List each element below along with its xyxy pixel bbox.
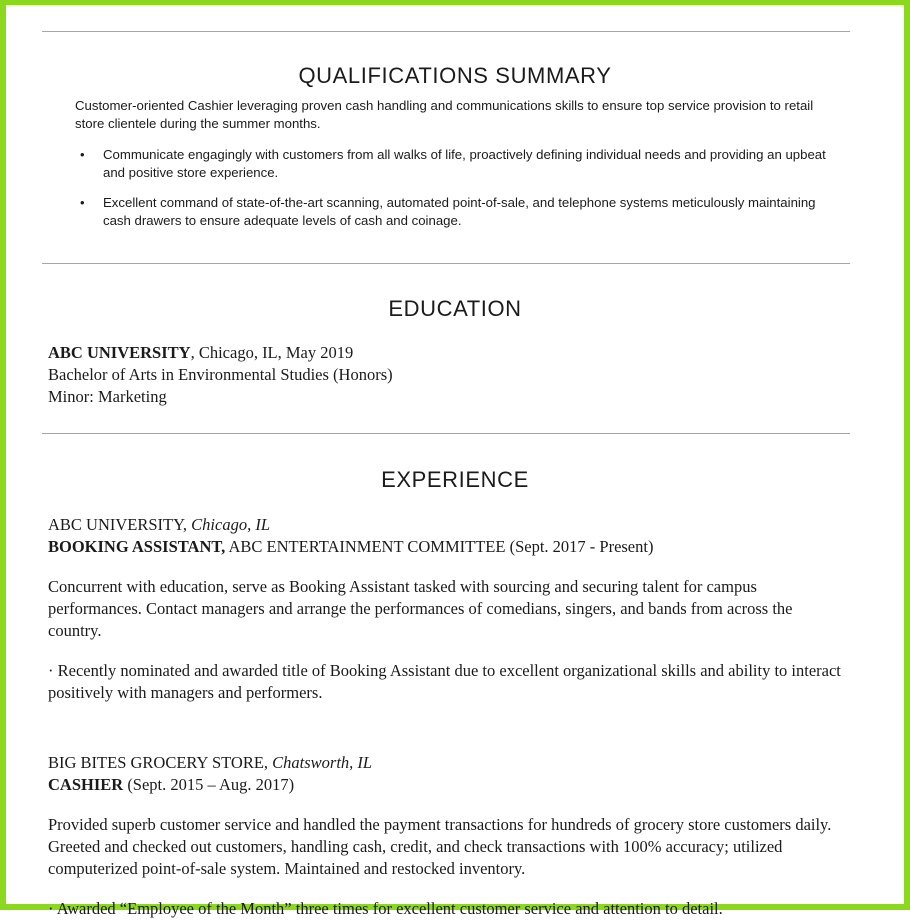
experience-achievement: · Awarded “Employee of the Month” three times for excellent customer service and attention to detail. xyxy=(48,899,723,918)
section-divider-top xyxy=(42,31,850,32)
education-heading: EDUCATION xyxy=(388,296,522,321)
resume-sheet xyxy=(6,5,904,918)
experience-description: Provided superb customer service and handled the payment transactions for hundreds of grocery store customers daily. Greeted and checked out customers, handling cash, credit, and check transactions with 100% accuracy; utilized computerized point-of-sale system. Maintained and restocked inventory. xyxy=(48,815,832,878)
qualifications-intro-paragraph: Customer-oriented Cashier leveraging proven cash handling and communications skills to ensure top service provision to retail store clientele during the summer months. xyxy=(75,98,814,131)
experience-role-line xyxy=(48,774,858,796)
education-minor: Minor: Marketing xyxy=(48,387,167,406)
qualifications-bullet-list xyxy=(75,146,837,229)
experience-organization-line xyxy=(48,752,858,774)
list-item xyxy=(75,146,837,181)
experience-description: Concurrent with education, serve as Booking Assistant tasked with sourcing and securing talent for campus performances. Contact managers and arrange the performances of comedians, singers, and bands from across the country. xyxy=(48,577,793,640)
experience-location: Chicago, IL xyxy=(191,515,271,534)
education-school-detail: , Chicago, IL, May 2019 xyxy=(190,343,354,362)
section-divider-experience xyxy=(42,433,850,434)
education-body xyxy=(48,342,828,408)
list-item xyxy=(75,194,837,229)
experience-entry xyxy=(48,752,858,920)
education-school-name: ABC UNIVERSITY xyxy=(48,343,191,362)
section-divider-education xyxy=(42,263,850,264)
qualifications-summary-heading: QUALIFICATIONS SUMMARY xyxy=(298,63,612,88)
experience-organization-name: BIG BITES GROCERY STORE, xyxy=(48,753,273,772)
experience-job-title: BOOKING ASSISTANT, xyxy=(48,537,226,556)
list-item-text: Excellent command of state-of-the-art scanning, automated point-of-sale, and telephone systems meticulously maintaining cash drawers to ensure adequate levels of cash and coinage. xyxy=(103,195,816,228)
experience-role-line xyxy=(48,536,848,558)
experience-heading: EXPERIENCE xyxy=(381,467,529,492)
experience-organization-line xyxy=(48,514,848,536)
experience-role-detail: ABC ENTERTAINMENT COMMITTEE (Sept. 2017 - Present) xyxy=(225,537,654,556)
experience-role-detail: (Sept. 2015 – Aug. 2017) xyxy=(123,775,295,794)
qualifications-summary-body xyxy=(75,97,837,242)
bullet-icon: • xyxy=(80,147,85,162)
education-school-line xyxy=(48,342,828,364)
experience-entry xyxy=(48,514,848,704)
list-item-text: Communicate engagingly with customers from all walks of life, proactively defining individual needs and providing an upbeat and positive store experience. xyxy=(103,147,826,180)
experience-job-title: CASHIER xyxy=(48,775,124,794)
experience-achievement: · Recently nominated and awarded title of Booking Assistant due to excellent organizational skills and ability to interact positively with managers and performers. xyxy=(48,661,841,702)
education-degree: Bachelor of Arts in Environmental Studies (Honors) xyxy=(48,365,393,384)
experience-location: Chatsworth, IL xyxy=(272,753,373,772)
bullet-icon: • xyxy=(80,195,85,210)
experience-organization-name: ABC UNIVERSITY, xyxy=(48,515,192,534)
